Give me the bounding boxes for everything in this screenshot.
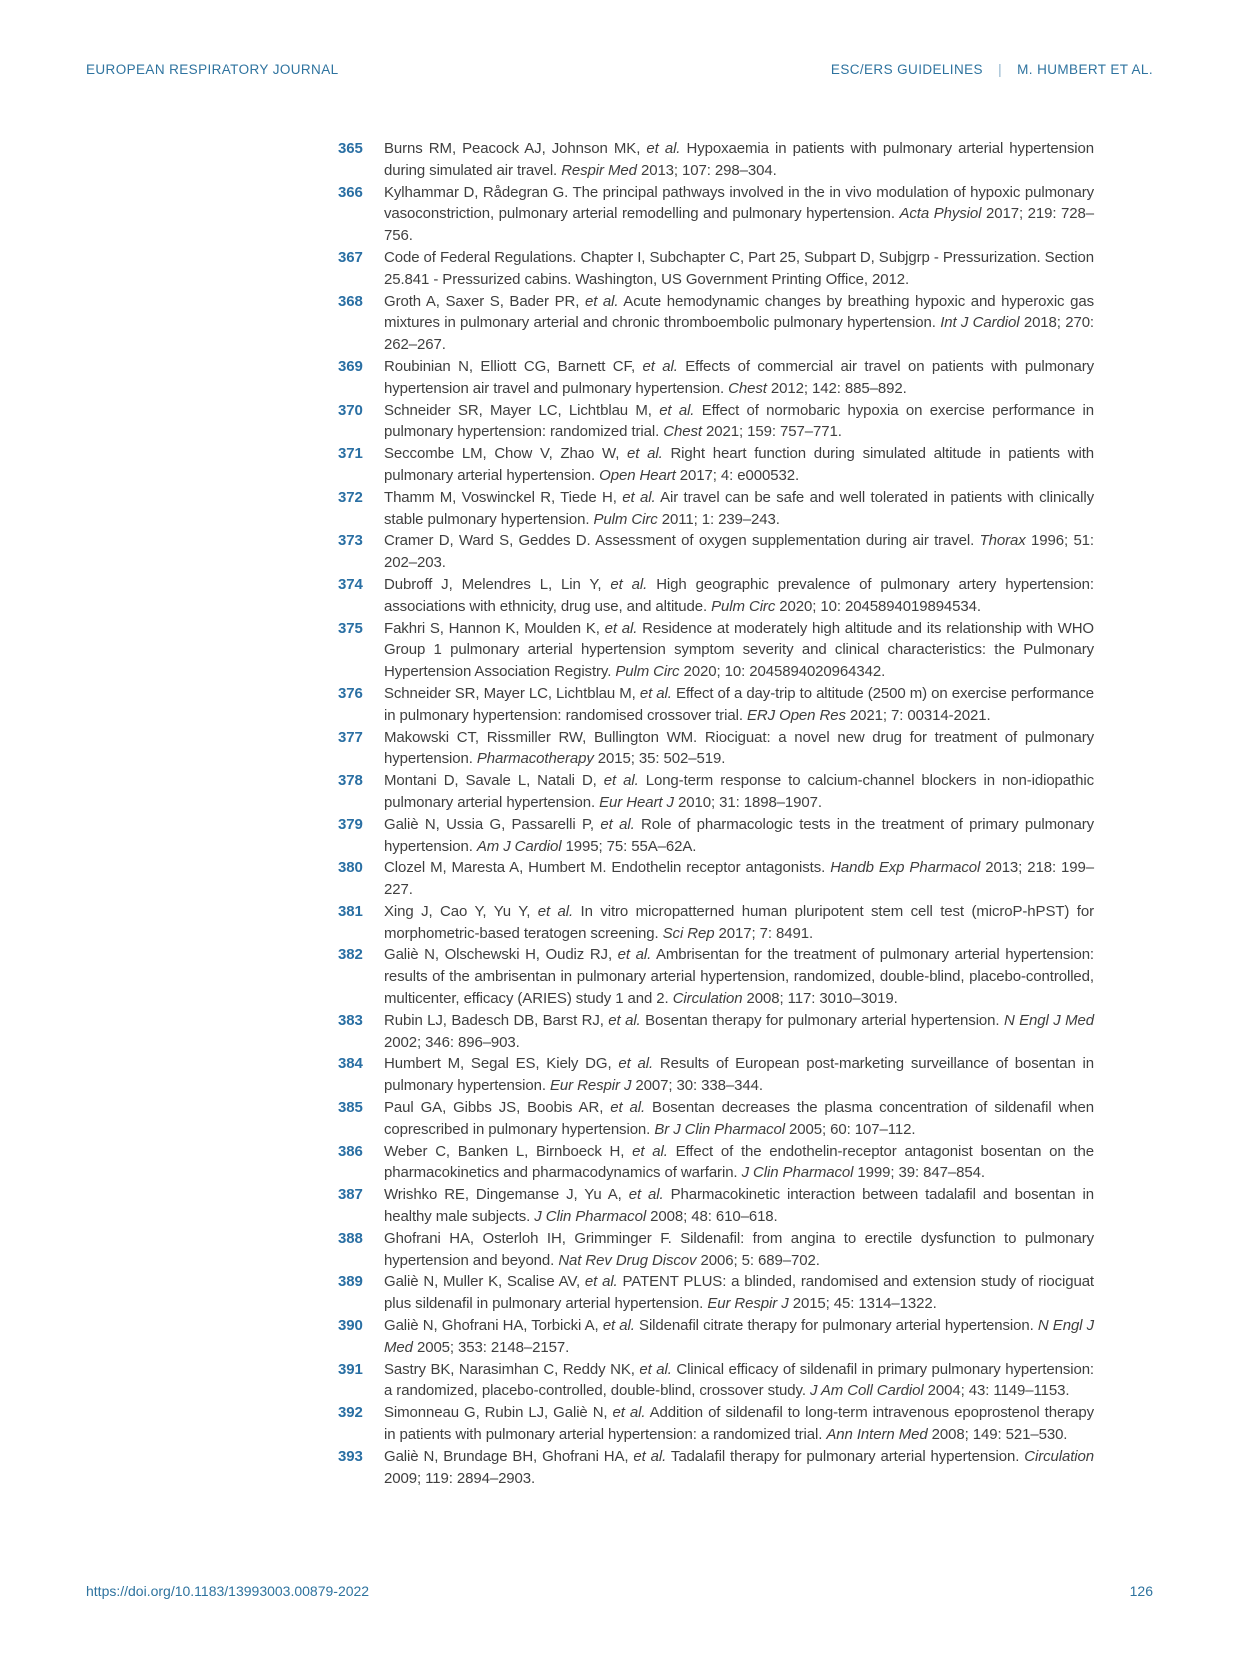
reference-number: 372	[338, 488, 363, 506]
reference-item	[338, 727, 1094, 771]
reference-item	[338, 857, 1094, 901]
reference-text: Galiè N, Ussia G, Passarelli P, et al. Role of pharmacologic tests in the treatment of primary pulmonary hypertension. Am J Cardiol 1995; 75: 55A–62A.	[384, 815, 1094, 855]
reference-text: Makowski CT, Rissmiller RW, Bullington WM. Riociguat: a novel new drug for treatment of pulmonary hypertension. Pharmacotherapy 2015; 35: 502–519.	[384, 728, 1094, 768]
reference-text: Roubinian N, Elliott CG, Barnett CF, et al. Effects of commercial air travel on patients with pulmonary hypertension air travel and pulmonary hypertension. Chest 2012; 142: 885–892.	[384, 357, 1094, 397]
reference-number: 370	[338, 401, 363, 419]
reference-number: 387	[338, 1186, 363, 1204]
reference-text: Thamm M, Voswinckel R, Tiede H, et al. Air travel can be safe and well tolerated in patients with clinically stable pulmonary hypertension. Pulm Circ 2011; 1: 239–243.	[384, 488, 1095, 528]
reference-item	[338, 530, 1094, 574]
doi-link[interactable]: https://doi.org/10.1183/13993003.00879-2022	[86, 1583, 370, 1599]
reference-text: Xing J, Cao Y, Yu Y, et al. In vitro micropatterned human pluripotent stem cell test (microP-hPST) for morphometric-based teratogen screening. Sci Rep 2017; 7: 8491.	[384, 902, 1094, 942]
reference-number: 369	[338, 357, 363, 375]
reference-number: 379	[338, 815, 363, 833]
reference-text: Simonneau G, Rubin LJ, Galiè N, et al. Addition of sildenafil to long-term intravenous epoprostenol therapy in patients with pulmonary arterial hypertension: a randomized trial. Ann Intern Med 2008; 149: 521–530.	[384, 1404, 1095, 1444]
reference-item	[338, 1446, 1094, 1490]
reference-number: 383	[338, 1011, 363, 1029]
reference-number: 366	[338, 183, 363, 201]
reference-item	[338, 814, 1094, 858]
reference-text: Ghofrani HA, Osterloh IH, Grimminger F. Sildenafil: from angina to erectile dysfunction to pulmonary hypertension and beyond. Nat Rev Drug Discov 2006; 5: 689–702.	[384, 1229, 1094, 1269]
reference-text: Sastry BK, Narasimhan C, Reddy NK, et al. Clinical efficacy of sildenafil in primary pulmonary hypertension: a randomized, placebo-controlled, double-blind, crossover study. J Am Coll Cardiol 2004; 43: 1149–1153.	[384, 1360, 1095, 1400]
reference-item	[338, 247, 1094, 291]
reference-text: Fakhri S, Hannon K, Moulden K, et al. Residence at moderately high altitude and its relationship with WHO Group 1 pulmonary arterial hypertension symptom severity and clinical characteristics: the Pulmonary Hypertension Association Registry. Pulm Circ 2020; 10: 2045894020964342.	[384, 619, 1095, 681]
reference-number: 380	[338, 859, 363, 877]
header-right	[831, 62, 1153, 77]
reference-number: 368	[338, 292, 363, 310]
reference-list	[338, 138, 1094, 1489]
page-number: 126	[1129, 1583, 1153, 1599]
reference-text: Dubroff J, Melendres L, Lin Y, et al. High geographic prevalence of pulmonary artery hypertension: associations with ethnicity, drug use, and altitude. Pulm Circ 2020; 10: 2045894019894534.	[384, 575, 1094, 615]
reference-text: Groth A, Saxer S, Bader PR, et al. Acute hemodynamic changes by breathing hypoxic and hyperoxic gas mixtures in pulmonary arterial and chronic thromboembolic pulmonary hypertension. Int J Cardiol 2018; 270: 262–267.	[384, 292, 1094, 354]
reference-text: Clozel M, Maresta A, Humbert M. Endothelin receptor antagonists. Handb Exp Pharmacol 2013; 218: 199–227.	[384, 859, 1094, 899]
reference-item	[338, 1184, 1094, 1228]
reference-number: 375	[338, 619, 363, 637]
reference-item	[338, 487, 1094, 531]
reference-item	[338, 291, 1094, 356]
reference-item	[338, 1228, 1094, 1272]
guidelines-label: ESC/ERS GUIDELINES	[830, 62, 983, 77]
reference-text: Galiè N, Ghofrani HA, Torbicki A, et al. Sildenafil citrate therapy for pulmonary arterial hypertension. N Engl J Med 2005; 353: 2148–2157.	[384, 1317, 1095, 1356]
reference-text: Wrishko RE, Dingemanse J, Yu A, et al. Pharmacokinetic interaction between tadalafil and bosentan in healthy male subjects. J Clin Pharmacol 2008; 48: 610–618.	[384, 1186, 1094, 1226]
reference-item	[338, 443, 1094, 487]
reference-number: 382	[338, 946, 363, 964]
reference-number: 391	[338, 1360, 363, 1378]
reference-text: Schneider SR, Mayer LC, Lichtblau M, et al. Effect of a day-trip to altitude (2500 m) on exercise performance in pulmonary hypertension: randomised crossover trial. ERJ Open Res 2021; 7: 00314-2021.	[384, 684, 1095, 724]
reference-item	[338, 1097, 1094, 1141]
reference-text: Montani D, Savale L, Natali D, et al. Long-term response to calcium-channel blockers in non-idiopathic pulmonary arterial hypertension. Eur Heart J 2010; 31: 1898–1907.	[384, 772, 1094, 811]
reference-item	[338, 901, 1094, 945]
reference-item	[338, 182, 1094, 247]
reference-item	[338, 1141, 1094, 1185]
reference-number: 367	[338, 248, 363, 266]
reference-text: Rubin LJ, Badesch DB, Barst RJ, et al. Bosentan therapy for pulmonary arterial hypertension. N Engl J Med 2002; 346: 896–903.	[384, 1011, 1094, 1051]
reference-text: Cramer D, Ward S, Geddes D. Assessment of oxygen supplementation during air travel. Thorax 1996; 51: 202–203.	[384, 532, 1094, 572]
reference-number: 388	[338, 1229, 363, 1247]
reference-number: 371	[338, 445, 363, 463]
reference-number: 384	[338, 1055, 363, 1073]
reference-item	[338, 1010, 1094, 1054]
reference-item	[338, 1402, 1094, 1446]
reference-text: Galiè N, Muller K, Scalise AV, et al. PATENT PLUS: a blinded, randomised and extension study of riociguat plus sildenafil in pulmonary arterial hypertension. Eur Respir J 2015; 45: 1314–1322.	[384, 1273, 1095, 1313]
reference-item	[338, 356, 1094, 400]
reference-number: 393	[338, 1447, 363, 1465]
reference-item	[338, 138, 1094, 182]
reference-number: 376	[338, 684, 363, 702]
reference-number: 381	[338, 902, 363, 920]
header-separator: |	[998, 62, 1002, 77]
page-header	[86, 62, 1153, 77]
reference-number: 385	[338, 1099, 363, 1117]
reference-item	[338, 944, 1094, 1009]
reference-text: Galiè N, Brundage BH, Ghofrani HA, et al. Tadalafil therapy for pulmonary arterial hypertension. Circulation 2009; 119: 2894–2903.	[384, 1447, 1094, 1487]
reference-number: 390	[338, 1317, 363, 1335]
reference-item	[338, 618, 1094, 683]
reference-number: 378	[338, 772, 363, 790]
reference-number: 365	[338, 140, 363, 157]
reference-item	[338, 770, 1094, 814]
reference-number: 377	[338, 728, 363, 746]
reference-text: Galiè N, Olschewski H, Oudiz RJ, et al. Ambrisentan for the treatment of pulmonary arterial hypertension: results of the ambrisentan in pulmonary arterial hypertension, randomized, double-blind, placebo-controlled, multicenter, efficacy (ARIES) study 1 and 2. Circulation 2008; 117: 3010–3019.	[384, 946, 1095, 1008]
reference-item	[338, 400, 1094, 444]
journal-name: EUROPEAN RESPIRATORY JOURNAL	[86, 62, 339, 77]
reference-number: 389	[338, 1273, 363, 1291]
reference-item	[338, 1359, 1094, 1403]
reference-item	[338, 574, 1094, 618]
reference-number: 392	[338, 1404, 363, 1422]
reference-item	[338, 683, 1094, 727]
reference-text: Paul GA, Gibbs JS, Boobis AR, et al. Bosentan decreases the plasma concentration of sildenafil when coprescribed in pulmonary hypertension. Br J Clin Pharmacol 2005; 60: 107–112.	[384, 1099, 1095, 1138]
reference-item	[338, 1053, 1094, 1097]
authors-label: M. HUMBERT ET AL.	[1017, 62, 1153, 77]
reference-number: 374	[338, 575, 363, 593]
reference-number: 386	[338, 1142, 363, 1160]
reference-item	[338, 1271, 1094, 1315]
reference-number: 373	[338, 532, 363, 550]
reference-text: Schneider SR, Mayer LC, Lichtblau M, et al. Effect of normobaric hypoxia on exercise performance in pulmonary hypertension: randomized trial. Chest 2021; 159: 757–771.	[384, 401, 1094, 441]
reference-text: Seccombe LM, Chow V, Zhao W, et al. Right heart function during simulated altitude in patients with pulmonary arterial hypertension. Open Heart 2017; 4: e000532.	[384, 445, 1095, 484]
reference-text: Burns RM, Peacock AJ, Johnson MK, et al. Hypoxaemia in patients with pulmonary arterial hypertension during simulated air travel. Respir Med 2013; 107: 298–304.	[384, 140, 1094, 179]
page-footer	[86, 1583, 1153, 1599]
reference-text: Humbert M, Segal ES, Kiely DG, et al. Results of European post-marketing surveillance of bosentan in pulmonary hypertension. Eur Respir J 2007; 30: 338–344.	[384, 1055, 1095, 1095]
reference-text: Kylhammar D, Rådegran G. The principal pathways involved in the in vivo modulation of hypoxic pulmonary vasoconstriction, pulmonary arterial remodelling and pulmonary hypertension. Acta Physiol 2017; 219: 728–756.	[384, 183, 1094, 245]
reference-text: Weber C, Banken L, Birnboeck H, et al. Effect of the endothelin-receptor antagonist bosentan on the pharmacokinetics and pharmacodynamics of warfarin. J Clin Pharmacol 1999; 39: 847–854.	[384, 1142, 1094, 1182]
reference-text: Code of Federal Regulations. Chapter I, Subchapter C, Part 25, Subpart D, Subjgrp - Pressurization. Section 25.841 - Pressurized cabins. Washington, US Government Printing Office, 2012.	[384, 248, 1094, 288]
reference-item	[338, 1315, 1094, 1359]
